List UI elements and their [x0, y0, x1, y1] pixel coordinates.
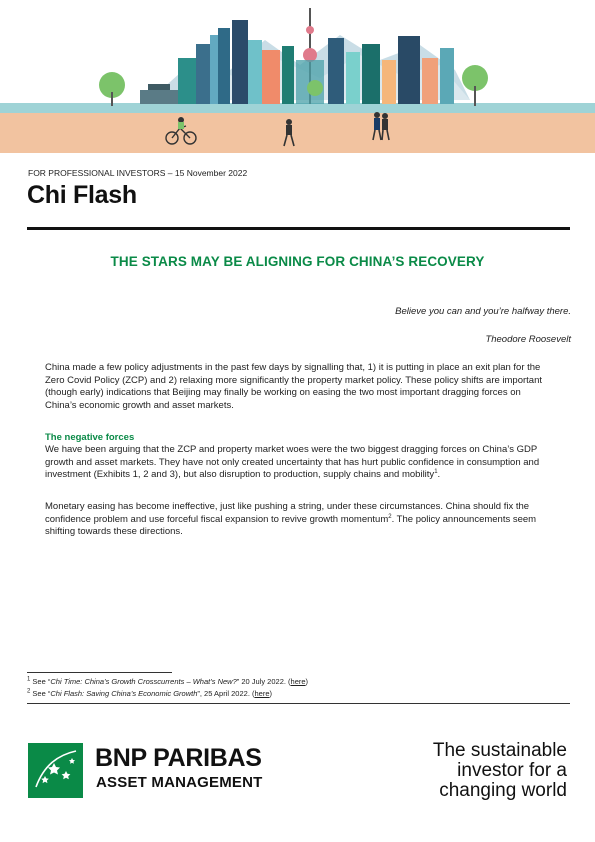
document-meta: FOR PROFESSIONAL INVESTORS – 15 November 2022 [28, 168, 248, 178]
brand-name: BNP PARIBAS [95, 744, 262, 772]
footnote-2-title: Chi Flash: Saving China’s Economic Growth [50, 689, 198, 698]
footnote-divider [27, 672, 172, 673]
footnote-2-pre: See “ [30, 689, 51, 698]
body-paragraph-1: China made a few policy adjustments in the past few days by signalling that, 1) it is putting in place an exit plan for the Zero Covid Policy (ZCP) and 2) relaxing more significantly the property market policy. These policy shifts are important (though early) indications that Beijing may finally be working on easing the two most important dragging forces on China’s economic growth and asset markets. [45, 362, 543, 411]
body-paragraph-3-text: Monetary easing has become ineffective, just like pushing a string, under these circumstances. China should fix the confidence problem and use forceful fiscal expansion to revive growth momentum [45, 501, 530, 525]
tagline-line-1: The sustainable [432, 740, 567, 761]
footnote-2-end: ) [269, 689, 273, 698]
footnote-2-number: 2 [27, 688, 31, 695]
footnote-2-post: ”, 25 April 2022. ( [197, 689, 255, 698]
body-paragraph-2-text: We have been arguing that the ZCP and property market woes were the two biggest dragging forces on China’s GDP growth and asset markets. They have not only created uncertainty that has hurt public confidence in consumption and investment (Exhibits 1, 2 and 3), but also disruption to production, supply chains and mobility [45, 444, 540, 480]
epigraph-quote: Believe you can and you’re halfway there. [395, 306, 571, 317]
footnote-1-post: ” 20 July 2022. ( [236, 677, 291, 686]
bnp-stars-logo-icon [28, 743, 83, 798]
header-illustration [0, 0, 595, 153]
footnote-2-link[interactable]: here [254, 689, 270, 698]
footnote-2 [27, 689, 272, 698]
section-heading: The negative forces [45, 432, 135, 443]
document-title: Chi Flash [27, 181, 137, 209]
footnote-1 [27, 677, 308, 686]
brand-subname: ASSET MANAGEMENT [96, 774, 263, 791]
brand-tagline [433, 741, 567, 801]
footnote-1-end: ) [305, 677, 309, 686]
footnote-1-pre: See “ [30, 677, 51, 686]
tagline-line-2: investor for a [457, 760, 567, 781]
header-divider [27, 227, 570, 230]
tagline-line-3: changing world [439, 780, 567, 801]
body-paragraph-2-end: . [437, 469, 441, 480]
epigraph-author: Theodore Roosevelt [485, 334, 571, 345]
body-paragraph-2 [45, 444, 548, 482]
footnote-1-number: 1 [27, 676, 31, 683]
footnote-1-link[interactable]: here [290, 677, 306, 686]
article-headline: THE STARS MAY BE ALIGNING FOR CHINA’S RECOVERY [110, 254, 485, 269]
footnote-ref-1: 1 [434, 468, 438, 475]
footer-divider [27, 703, 570, 704]
body-paragraph-3-end: . The policy announcements seem shifting towards these directions. [45, 513, 537, 537]
footnote-ref-2: 2 [388, 513, 392, 520]
body-paragraph-3 [45, 501, 548, 539]
footnote-1-title: Chi Time: China’s Growth Crosscurrents – What’s New? [50, 677, 237, 686]
